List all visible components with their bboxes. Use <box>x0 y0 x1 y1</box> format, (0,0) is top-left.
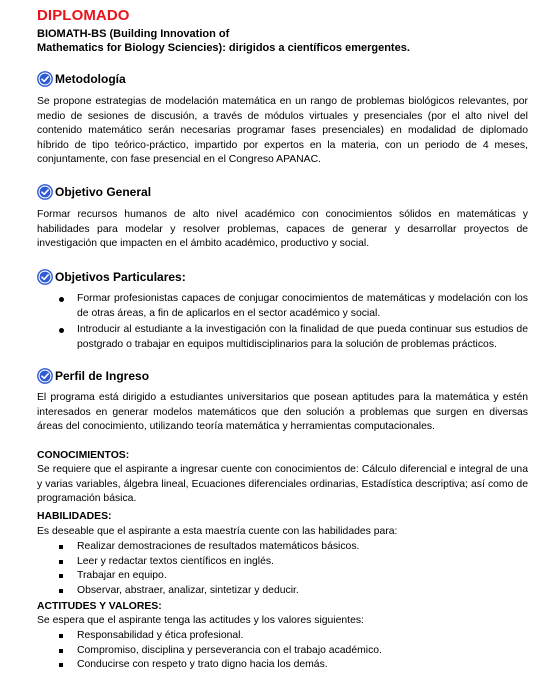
habilidades-intro: Es deseable que el aspirante a esta maestría cuente con las habilidades para: <box>37 526 398 537</box>
check-circle-icon <box>37 368 53 384</box>
document-subtitle <box>37 27 537 55</box>
list-item: Leer y redactar textos científicos en inglés. <box>37 555 528 570</box>
objetivo-general-paragraph: Formar recursos humanos de alto nivel académico con conocimientos sólidos en matemáticas y habilidades para modelar y resolver problemas, capaces de generar y desarrollar proyectos de investigación que impacten en el ámbito académico, productivo y social. <box>37 209 528 250</box>
conocimientos-heading: CONOCIMIENTOS: <box>37 450 130 461</box>
perfil-ingreso-paragraph: El programa está dirigido a estudiantes universitarios que posean aptitudes para la matemática y estén interesados en generar modelos matemáticos que den solución a problemas que surgen en diversas áreas del conocimiento, utilizando teoría matemática y herramientas computacionales. <box>37 392 528 433</box>
section-heading-objetivo-general <box>37 183 151 199</box>
heading-text: Objetivos Particulares: <box>55 270 186 284</box>
habilidades-list <box>37 540 528 598</box>
section-heading-perfil-ingreso <box>37 367 149 383</box>
check-circle-icon <box>37 71 53 87</box>
list-item: Formar profesionistas capaces de conjugar conocimientos de matemáticas y modelación con los de otras áreas, a fin de aplicarlos en el sector académico y social. <box>37 292 528 321</box>
list-item: Realizar demostraciones de resultados matemáticos básicos. <box>37 540 528 555</box>
section-heading-objetivos-particulares <box>37 268 186 284</box>
subtitle-line-1: BIOMATH-BS (Building Innovation of <box>37 28 230 40</box>
check-circle-icon <box>37 184 53 200</box>
subtitle-line-2: Mathematics for Biology Sciencies): dirigidos a científicos emergentes. <box>37 42 410 54</box>
list-item: Compromiso, disciplina y perseverancia con el trabajo académico. <box>37 644 528 659</box>
list-item: Responsabilidad y ética profesional. <box>37 629 528 644</box>
list-item: Trabajar en equipo. <box>37 569 528 584</box>
section-heading-metodologia <box>37 70 126 86</box>
list-item: Observar, abstraer, analizar, sintetizar y deducir. <box>37 584 528 599</box>
document-title: DIPLOMADO <box>37 7 130 24</box>
habilidades-heading: HABILIDADES: <box>37 511 112 522</box>
actitudes-heading: ACTITUDES Y VALORES: <box>37 601 162 612</box>
list-item: Introducir al estudiante a la investigación con la finalidad de que pueda continuar sus estudios de postgrado o trabajar en equipos multidisciplinarios para la solución de problemas prácticos. <box>37 323 528 352</box>
conocimientos-paragraph: Se requiere que el aspirante a ingresar cuente con conocimientos de: Cálculo diferencial e integral de una y varias variables, álgebra lineal, Ecuaciones diferenciales ordinarias, Estadística descriptiva; así como de programación básica. <box>37 464 528 505</box>
heading-text: Objetivo General <box>55 185 152 199</box>
check-circle-icon <box>37 269 53 285</box>
metodologia-paragraph: Se propone estrategias de modelación matemática en un rango de problemas biológicos relevantes, por medio de sesiones de discusión, a través de módulos virtuales y presenciales (por el alto nivel del contenido matemático serán necesarias programar fases presenciales) en modalidad de diplomado híbrido de tipo teórico-práctico, impartido por expertos en la materia, con un periodo de 4 meses, conjuntamente, con fase presencial en el Congreso APANAC. <box>37 96 528 166</box>
objetivos-particulares-list <box>37 292 528 352</box>
list-item: Conducirse con respeto y trato digno hacia los demás. <box>37 658 528 673</box>
actitudes-list <box>37 629 528 673</box>
heading-text: Metodología <box>55 72 126 86</box>
heading-text: Perfil de Ingreso <box>55 369 150 383</box>
actitudes-intro: Se espera que el aspirante tenga las actitudes y los valores siguientes: <box>37 615 364 626</box>
